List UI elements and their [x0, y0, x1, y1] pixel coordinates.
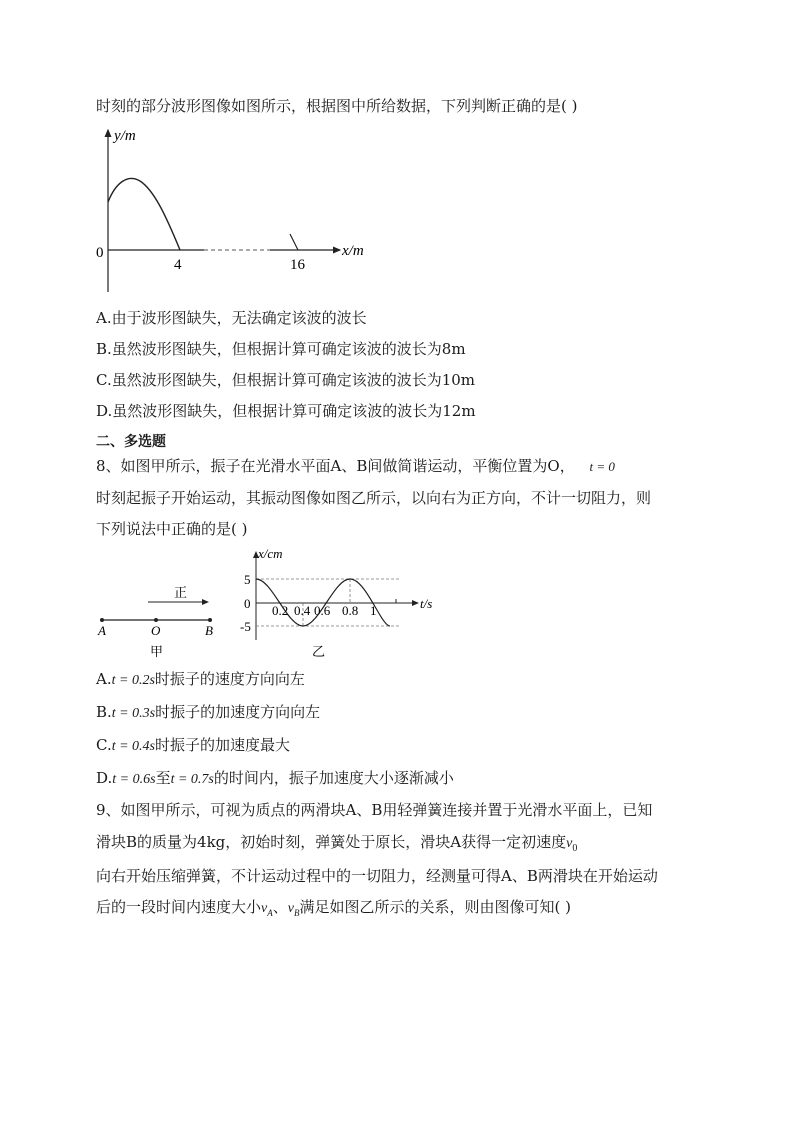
q9-line3: 向右开始压缩弹簧，不计运动过程中的一切阻力，经测量可得A、B两滑块在开始运动	[96, 867, 658, 885]
tick-02: 0.2	[272, 603, 289, 618]
q9-line4-text-a: 后的一段时间内速度大小	[96, 898, 262, 916]
option-prefix: C.	[96, 736, 112, 754]
wave-fragment	[290, 234, 298, 250]
point-b	[208, 618, 212, 622]
label-b: B	[205, 623, 213, 638]
tick-16: 16	[290, 257, 305, 273]
q8-line1	[96, 456, 615, 477]
q9-v0-sub: 0	[572, 843, 578, 854]
q9-line1: 9、如图甲所示，可视为质点的两滑块A、B用轻弹簧连接并置于光滑水平面上，已知	[96, 801, 653, 819]
y-0: 0	[244, 596, 251, 611]
option-text: 的时间内，振子加速度大小逐渐减小	[213, 769, 454, 787]
q7-option-c: C.虽然波形图缺失，但根据计算可确定该波的波长为10m	[96, 371, 476, 389]
q9-line2	[96, 832, 577, 859]
figure-jia	[92, 580, 222, 660]
label-a: A	[98, 623, 106, 638]
option-math: t = 0.4s	[111, 739, 156, 754]
label-o: O	[151, 623, 161, 638]
q7-option-a: A.由于波形图缺失，无法确定该波的波长	[96, 309, 367, 327]
point-a	[100, 618, 104, 622]
option-mid: 至	[155, 769, 171, 787]
q8-line1-text: 8、如图甲所示，振子在光滑水平面A、B间做简谐运动，平衡位置为O，	[96, 457, 575, 475]
q9-line4	[96, 897, 571, 923]
option-text: 时振子的加速度最大	[155, 736, 291, 754]
q8-option-a	[96, 669, 305, 691]
tick-08: 0.8	[342, 603, 359, 618]
option-prefix: B.	[96, 703, 112, 721]
question-intro: 时刻的部分波形图像如图所示，根据图中所给数据，下列判断正确的是( )	[96, 97, 578, 115]
option-math2: t = 0.7s	[170, 772, 214, 787]
direction-label: 正	[174, 585, 188, 600]
q7-option-d: D.虽然波形图缺失，但根据计算可确定该波的波长为12m	[96, 402, 476, 420]
q7-option-b: B.虽然波形图缺失，但根据计算可确定该波的波长为8m	[96, 340, 466, 358]
q9-vb-sub: B	[293, 908, 300, 918]
q9-va-sub: A	[267, 908, 273, 918]
q9-sep: 、	[272, 898, 288, 916]
tick-04: 0.4	[294, 603, 311, 618]
option-text: 时振子的加速度方向向左	[155, 703, 321, 721]
q8-option-c	[96, 735, 290, 757]
q9-line2-text: 滑块B的质量为4kg，初始时刻，弹簧处于原长，滑块A获得一定初速度	[96, 833, 567, 851]
y-neg5: -5	[240, 619, 251, 634]
tick-4: 4	[174, 257, 182, 273]
option-math: t = 0.2s	[111, 673, 155, 688]
q8-line2: 时刻起振子开始运动，其振动图像如图乙所示，以向右为正方向，不计一切阻力，则	[96, 489, 652, 507]
q8-line3: 下列说法中正确的是( )	[96, 520, 248, 538]
tick-1: 1	[370, 603, 377, 618]
q9-va: v	[261, 901, 268, 916]
y-label: x/cm	[258, 546, 283, 561]
option-prefix: A.	[96, 670, 112, 688]
figure-yi	[236, 546, 436, 660]
point-o	[154, 618, 158, 622]
option-math: t = 0.3s	[111, 706, 156, 721]
section-title: 二、多选题	[96, 434, 166, 450]
option-prefix: D.	[96, 769, 113, 787]
q9-v0: v	[566, 836, 573, 851]
y-axis-label: y/m	[114, 128, 136, 144]
x-axis-label: x/m	[342, 243, 364, 259]
y-5: 5	[244, 572, 251, 587]
q9-line4-text-b: 满足如图乙所示的关系，则由图像可知( )	[299, 898, 571, 916]
option-text: 时振子的速度方向向左	[154, 670, 305, 688]
caption-jia: 甲	[150, 644, 164, 659]
caption-yi: 乙	[312, 644, 326, 659]
option-math: t = 0.6s	[112, 772, 156, 787]
wave-curve	[108, 179, 180, 250]
q8-option-d	[96, 768, 454, 790]
q9-vb: v	[287, 901, 294, 916]
wave-graph	[90, 124, 380, 294]
origin-label: 0	[96, 245, 104, 261]
q8-line1-math: t = 0	[589, 459, 615, 474]
t-label: t/s	[420, 596, 433, 611]
q8-option-b	[96, 702, 320, 724]
tick-06: 0.6	[314, 603, 331, 618]
